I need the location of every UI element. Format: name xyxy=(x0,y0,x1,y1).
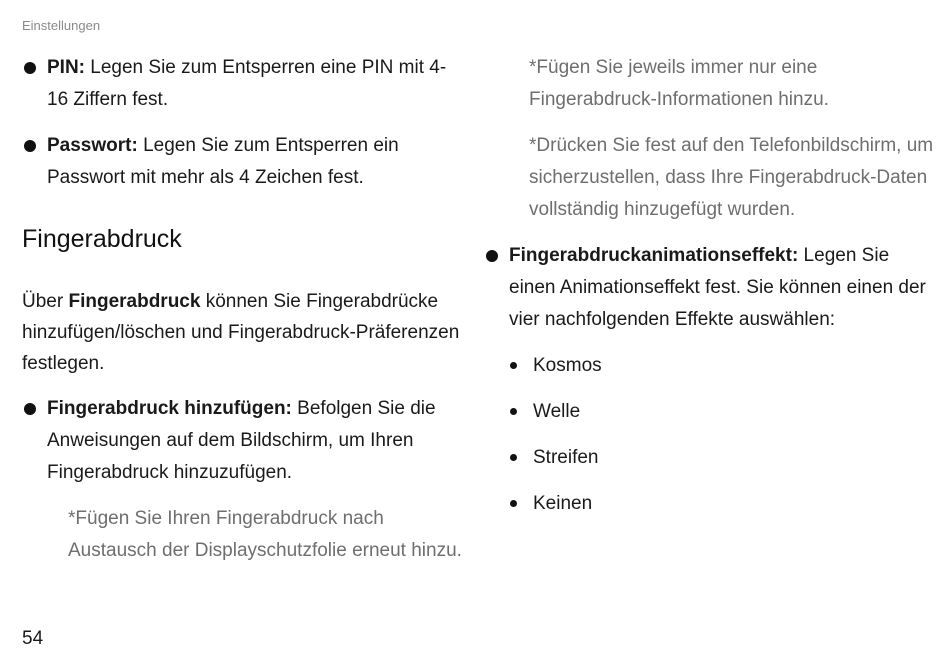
bullet-password-label: Passwort: xyxy=(47,135,138,156)
bullet-password-text: Legen Sie zum Entsperren ein Passwort mit mehr als 4 Zeichen fest. xyxy=(47,135,399,188)
bullet-add-label: Fingerabdruck hinzufügen: xyxy=(47,398,292,419)
bullet-anim-label: Fingerabdruckanimationseffekt: xyxy=(509,245,799,266)
sub-bullet-dot xyxy=(510,362,517,369)
note-add: *Fügen Sie Ihren Fingerabdruck nach Austausch der Displayschutzfolie erneut hinzu. xyxy=(68,508,462,561)
bullet-add-text: Befolgen Sie die Anweisungen auf dem Bildschirm, um Ihren Fingerabdruck hinzuzufügen. xyxy=(47,398,436,483)
intro-paragraph xyxy=(22,286,462,379)
bullet-dot xyxy=(24,403,36,415)
intro-pre: Über xyxy=(22,291,69,312)
effect-item xyxy=(484,488,934,520)
intro-bold: Fingerabdruck xyxy=(68,291,201,312)
note-one-at-a-time: *Fügen Sie jeweils immer nur eine Fingerabdruck-Informationen hinzu. xyxy=(529,57,829,110)
effect-item xyxy=(484,396,934,428)
bullet-add-fingerprint xyxy=(22,393,462,489)
bullet-dot xyxy=(486,250,498,262)
bullet-pin xyxy=(22,52,462,116)
bullet-dot xyxy=(24,140,36,152)
effect-label: Welle xyxy=(533,401,581,422)
sub-bullet-dot xyxy=(510,454,517,461)
sub-bullet-dot xyxy=(510,408,517,415)
left-column xyxy=(22,52,462,581)
effect-item xyxy=(484,350,934,382)
bullet-password xyxy=(22,130,462,194)
page-number: 54 xyxy=(22,628,44,649)
note-press-firmly: *Drücken Sie fest auf den Telefonbildschirm, um sicherzustellen, dass Ihre Fingerabdruck-Daten vollständig hinzugefügt wurden. xyxy=(529,135,934,220)
effect-label: Kosmos xyxy=(533,355,602,376)
effect-item xyxy=(484,442,934,474)
effect-label: Streifen xyxy=(533,447,599,468)
bullet-pin-text: Legen Sie zum Entsperren eine PIN mit 4-16 Ziffern fest. xyxy=(47,57,447,110)
intro-post: können Sie Fingerabdrücke hinzufügen/löschen und Fingerabdruck-Präferenzen festlegen. xyxy=(22,291,460,374)
bullet-pin-label: PIN: xyxy=(47,57,85,78)
bullet-animation-effect xyxy=(484,240,934,336)
effect-label: Keinen xyxy=(533,493,593,514)
bullet-dot xyxy=(24,62,36,74)
bullet-anim-text: Legen Sie einen Animationseffekt fest. Sie können einen der vier nachfolgenden Effekte auswählen: xyxy=(509,245,926,330)
section-heading: Fingerabdruck xyxy=(22,225,182,253)
section-header: Einstellungen xyxy=(22,18,101,33)
sub-bullet-dot xyxy=(510,500,517,507)
right-column xyxy=(484,52,934,534)
